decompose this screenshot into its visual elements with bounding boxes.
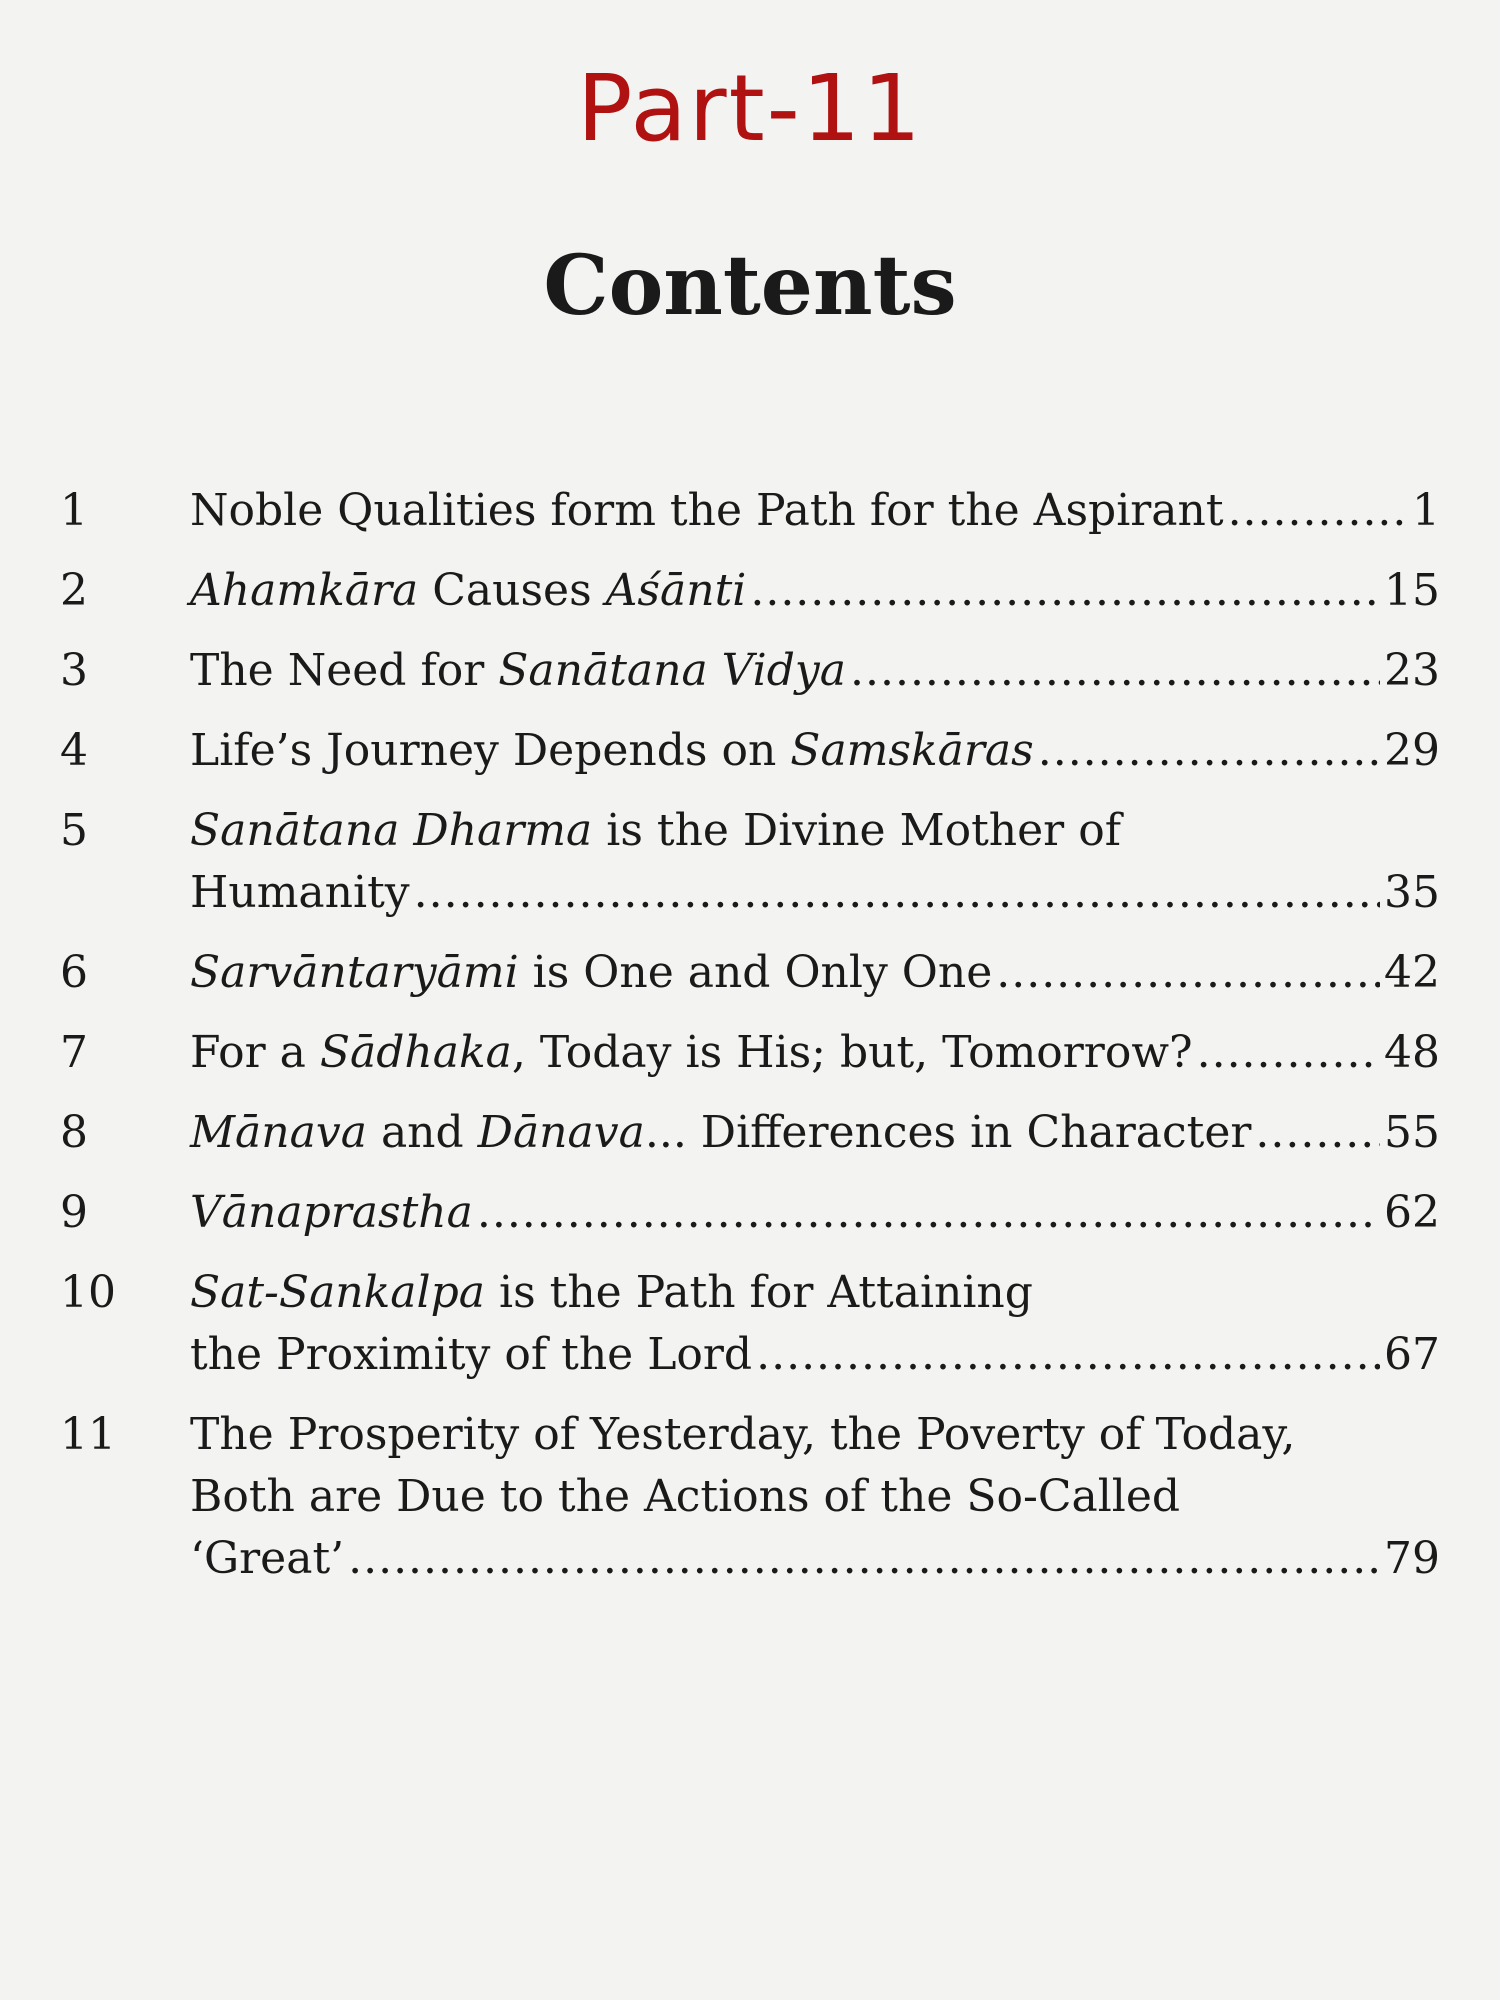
toc-entry-title — [190, 942, 1440, 1004]
toc-entry-number: 4 — [60, 725, 88, 776]
toc-entry-line: the Proximity of the Lord ..... 67 — [190, 1324, 1440, 1386]
toc-entry-title — [190, 480, 1440, 542]
toc-entry-number: 6 — [60, 947, 88, 998]
toc-entry-line: Sarvāntaryāmi is One and Only One ..... 42 — [190, 942, 1440, 1004]
dot-leader — [477, 1182, 1380, 1244]
toc-entry — [60, 1022, 1440, 1084]
toc-entry-line: Mānava and Dānava... Differences in Character ..... 55 — [190, 1102, 1440, 1164]
toc-entry-page-number: 15 — [1384, 565, 1440, 616]
toc-entry-line: ‘Great’ ..... 79 — [190, 1528, 1440, 1590]
dot-leader — [1255, 1102, 1380, 1164]
toc-entry-line: The Need for Sanātana Vidya ..... 23 — [190, 640, 1440, 702]
toc-entry-title — [190, 1102, 1440, 1164]
toc-entry-title — [190, 1022, 1440, 1084]
dot-leader — [348, 1528, 1380, 1590]
toc-entry-page-number: 62 — [1384, 1187, 1440, 1238]
toc-entry-page-number: 35 — [1384, 867, 1440, 918]
toc-entry-line: Humanity ..... 35 — [190, 862, 1440, 924]
toc-entry — [60, 480, 1440, 542]
toc-entry-number: 7 — [60, 1027, 88, 1078]
toc-entry-page-number: 29 — [1384, 725, 1440, 776]
toc-entry-number: 11 — [60, 1409, 116, 1460]
toc-entry-title — [190, 1262, 1440, 1386]
toc-entry — [60, 800, 1440, 924]
dot-leader — [1038, 720, 1380, 782]
dot-leader — [850, 640, 1380, 702]
toc-entry-page-number: 55 — [1384, 1107, 1440, 1158]
dot-leader — [750, 560, 1380, 622]
toc-entry-number: 3 — [60, 645, 88, 696]
toc-entry-page-number: 79 — [1384, 1533, 1440, 1584]
toc-entry — [60, 942, 1440, 1004]
toc-entry-title — [190, 720, 1440, 782]
dot-leader — [996, 942, 1380, 1004]
toc-entry-number: 8 — [60, 1107, 88, 1158]
toc-entry-title — [190, 800, 1440, 924]
part-label: Part-11 — [577, 55, 923, 162]
toc-entry-page-number: 67 — [1384, 1329, 1440, 1380]
toc-entry-line: For a Sādhaka, Today is His; but, Tomorrow? ..... 48 — [190, 1022, 1440, 1084]
toc-entry-line: Sanātana Dharma is the Divine Mother of — [190, 805, 1121, 856]
toc-entry-line: Both are Due to the Actions of the So-Called — [190, 1471, 1181, 1522]
toc-entry — [60, 1182, 1440, 1244]
toc-entry-title — [190, 1182, 1440, 1244]
toc-entry-title — [190, 560, 1440, 622]
toc-entry — [60, 560, 1440, 622]
toc-entry-title — [190, 640, 1440, 702]
dot-leader — [756, 1324, 1380, 1386]
toc-entry-title — [190, 1404, 1440, 1590]
toc-entry-line: Life’s Journey Depends on Samskāras ..... 29 — [190, 720, 1440, 782]
toc-entry-line: Ahamkāra Causes Aśānti ..... 15 — [190, 560, 1440, 622]
toc-entry-line: Noble Qualities form the Path for the Aspirant ..... 1 — [190, 480, 1440, 542]
toc-entry-number: 5 — [60, 805, 88, 856]
dot-leader — [1197, 1022, 1380, 1084]
toc-entry-line: The Prosperity of Yesterday, the Poverty of Today, — [190, 1409, 1296, 1460]
toc-entry-page-number: 23 — [1384, 645, 1440, 696]
toc-entry-number: 2 — [60, 565, 88, 616]
toc-entry-line: Sat-Sankalpa is the Path for Attaining — [190, 1267, 1033, 1318]
toc-entry-number: 10 — [60, 1267, 116, 1318]
toc-entry-page-number: 42 — [1384, 947, 1440, 998]
toc-entry — [60, 640, 1440, 702]
toc-entry — [60, 1102, 1440, 1164]
dot-leader — [414, 862, 1380, 924]
toc-entry-page-number: 1 — [1412, 485, 1440, 536]
dot-leader — [1228, 480, 1408, 542]
contents-title: Contents — [543, 238, 957, 334]
toc-entry — [60, 1404, 1440, 1590]
toc-entry-line: Vānaprastha ..... 62 — [190, 1182, 1440, 1244]
toc-entry — [60, 1262, 1440, 1386]
toc-entry — [60, 720, 1440, 782]
toc-entry-page-number: 48 — [1384, 1027, 1440, 1078]
table-of-contents — [60, 480, 1440, 1608]
toc-entry-number: 1 — [60, 485, 88, 536]
toc-entry-number: 9 — [60, 1187, 88, 1238]
